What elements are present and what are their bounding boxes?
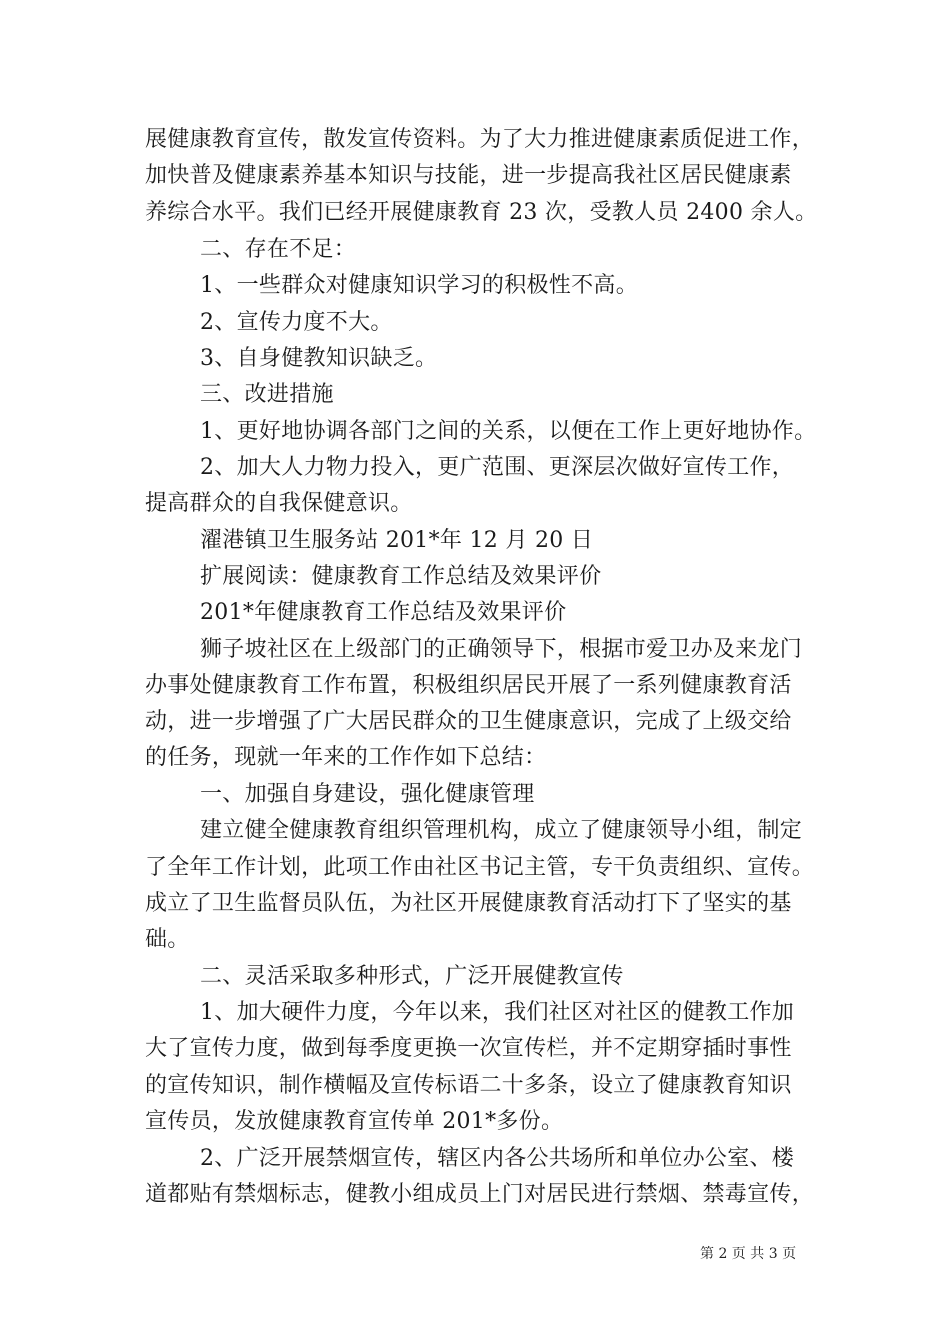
list-item: 2、加大人力物力投入，更广范围、更深层次做好宣传工作， bbox=[200, 455, 795, 480]
text-line: 建立健全健康教育组织管理机构，成立了健康领导小组，制定 bbox=[200, 818, 803, 843]
text-line: 了全年工作计划，此项工作由社区书记主管，专干负责组织、宣传。 bbox=[145, 855, 815, 880]
text-line: 道都贴有禁烟标志，健教小组成员上门对居民进行禁烟、禁毒宣传， bbox=[145, 1182, 815, 1207]
text-line: 2、广泛开展禁烟宣传，辖区内各公共场所和单位办公室、楼 bbox=[200, 1146, 795, 1171]
text-line: 成立了卫生监督员队伍，为社区开展健康教育活动打下了坚实的基 bbox=[145, 891, 792, 916]
list-item: 3、自身健教知识缺乏。 bbox=[200, 346, 438, 371]
page-number: 第 2 页 共 3 页 bbox=[700, 1246, 797, 1262]
text-line: 的宣传知识，制作横幅及宣传标语二十多条，设立了健康教育知识 bbox=[145, 1073, 792, 1098]
section-heading: 二、存在不足： bbox=[200, 237, 357, 262]
signature-date: 濯港镇卫生服务站 201*年 12 月 20 日 bbox=[200, 528, 594, 553]
text-line: 础。 bbox=[145, 927, 190, 952]
section-heading: 一、加强自身建设，强化健康管理 bbox=[200, 782, 535, 807]
list-item: 2、宣传力度不大。 bbox=[200, 310, 393, 335]
text-line: 狮子坡社区在上级部门的正确领导下，根据市爱卫办及来龙门 bbox=[200, 637, 803, 662]
text-line: 展健康教育宣传，散发宣传资料。为了大力推进健康素质促进工作， bbox=[145, 127, 815, 152]
section-heading: 三、改进措施 bbox=[200, 382, 334, 407]
text-line: 1、加大硬件力度，今年以来，我们社区对社区的健教工作加 bbox=[200, 1000, 795, 1025]
extended-reading-title: 扩展阅读：健康教育工作总结及效果评价 bbox=[200, 564, 602, 589]
text-line: 办事处健康教育工作布置，积极组织居民开展了一系列健康教育活 bbox=[145, 673, 792, 698]
list-item: 1、一些群众对健康知识学习的积极性不高。 bbox=[200, 273, 638, 298]
text-line: 宣传员，发放健康教育宣传单 201*多份。 bbox=[145, 1109, 564, 1134]
section-heading: 二、灵活采取多种形式，广泛开展健教宣传 bbox=[200, 964, 624, 989]
text-line: 养综合水平。我们已经开展健康教育 23 次，受教人员 2400 余人。 bbox=[145, 200, 818, 225]
text-line: 动，进一步增强了广大居民群众的卫生健康意识，完成了上级交给 bbox=[145, 709, 792, 734]
text-line: 的任务，现就一年来的工作作如下总结： bbox=[145, 745, 547, 770]
text-line: 加快普及健康素养基本知识与技能，进一步提高我社区居民健康素 bbox=[145, 163, 792, 188]
text-line: 提高群众的自我保健意识。 bbox=[145, 491, 413, 516]
list-item: 1、更好地协调各部门之间的关系，以便在工作上更好地协作。 bbox=[200, 419, 817, 444]
text-line: 大了宣传力度，做到每季度更换一次宣传栏，并不定期穿插时事性 bbox=[145, 1036, 792, 1061]
article-title: 201*年健康教育工作总结及效果评价 bbox=[200, 600, 567, 625]
